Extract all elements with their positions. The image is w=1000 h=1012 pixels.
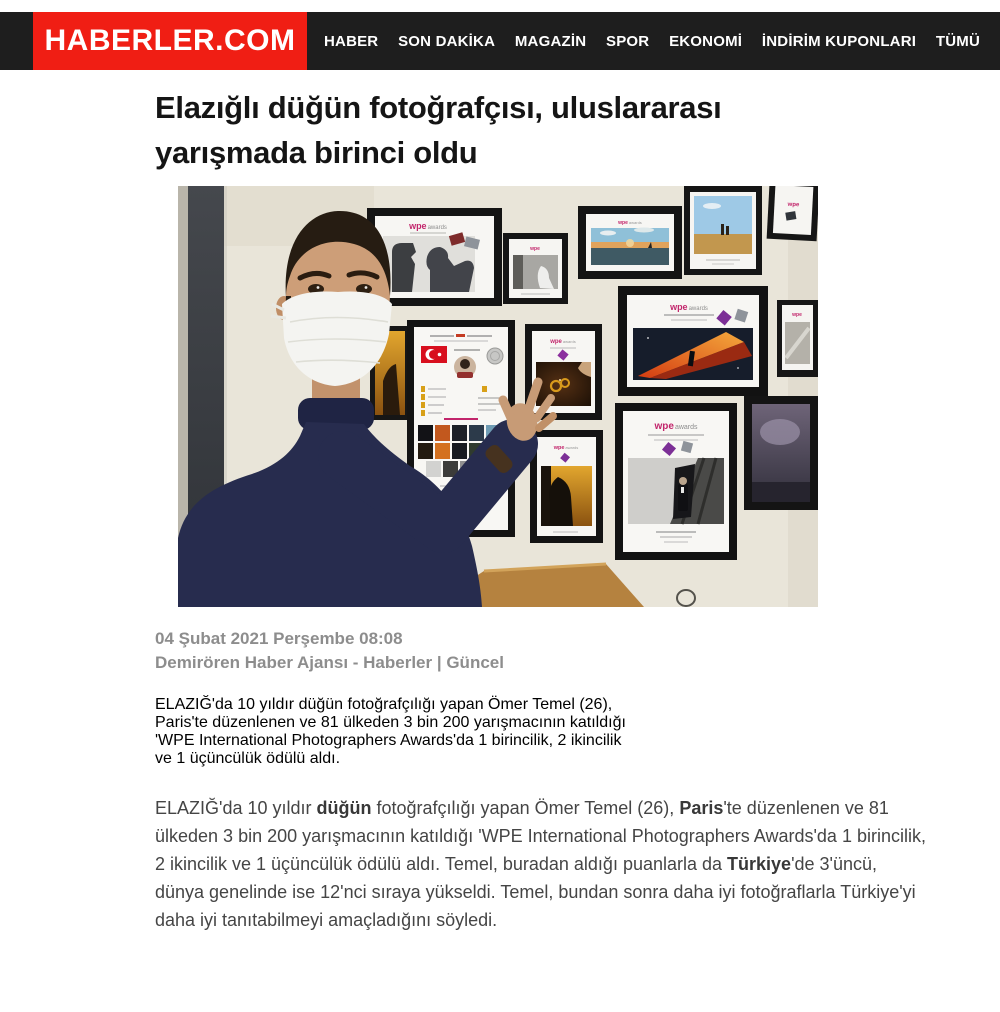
- top-navbar: [0, 12, 1000, 70]
- nav-item-son-dakika[interactable]: SON DAKİKA: [398, 32, 496, 50]
- article-date: 04 Şubat 2021 Perşembe 08:08: [155, 629, 403, 648]
- nav-item-indirim-kuponlari[interactable]: İNDİRİM KUPONLARI: [761, 32, 917, 50]
- nav-item-spor[interactable]: SPOR: [606, 32, 650, 50]
- frame-top-right-cert: [767, 186, 818, 241]
- frame-bride-cert: [503, 233, 568, 304]
- svg-text:wpeawards: wpeawards: [550, 339, 576, 345]
- svg-text:wpe: wpe: [792, 312, 802, 318]
- article-meta: [155, 627, 1000, 675]
- svg-text:wpeawards: wpeawards: [654, 421, 698, 432]
- nav-item-haber[interactable]: HABER: [324, 32, 379, 50]
- nav-item-ekonomi[interactable]: EKONOMİ: [669, 32, 743, 50]
- svg-text:wpeawards: wpeawards: [618, 220, 642, 226]
- frame-suit-cert: [615, 403, 737, 560]
- frame-orange-cert: [530, 430, 603, 543]
- body-segment: ELAZIĞ'da 10 yıldır: [155, 798, 317, 818]
- body-segment: 'te düzenlenen ve 81 ülkeden 3 bin 200 yarışmacının katıldığı 'WPE International Photographers Awards'da 1 birincilik, 2 ikincilik ve 1 üçüncülük ödülü aldı. Temel, buradan aldığı puanlarla da: [155, 798, 926, 874]
- frame-rings-cert: [525, 324, 602, 420]
- body-segment-bold: Paris: [679, 798, 724, 818]
- lead-line: ELAZIĞ'da 10 yıldır düğün fotoğrafçılığı yapan Ömer Temel (26),: [155, 696, 613, 713]
- svg-text:wpe: wpe: [530, 246, 540, 252]
- svg-text:wpeawards: wpeawards: [670, 302, 708, 312]
- article-photo: [178, 186, 818, 607]
- body-segment: 'de 3'üncü, dünya genelinde ise 12'nci sıraya yükseldi. Temel, bundan sonra daha iyi fotoğraflarla Türkiye'yi daha iyi tanıtabilmeyi amaçladığını söyledi.: [155, 854, 916, 930]
- article: [0, 85, 1000, 934]
- lead-line: 'WPE International Photographers Awards'da 1 birincilik, 2 ikincilik: [155, 732, 622, 749]
- article-headline: [155, 85, 1000, 175]
- frame-seascape-cert: [578, 206, 682, 279]
- headline-line: yarışmada birinci oldu: [155, 135, 478, 170]
- nav-item-tumu[interactable]: TÜMÜ: [935, 32, 980, 50]
- frame-beam-cert: [618, 286, 768, 396]
- nav-item-magazin[interactable]: MAGAZİN: [514, 32, 587, 50]
- svg-text:wpeawards: wpeawards: [409, 221, 447, 231]
- body-segment: fotoğrafçılığı yapan Ömer Temel (26),: [371, 798, 680, 818]
- article-body: [155, 794, 930, 934]
- frame-right-small-cert: [777, 300, 818, 377]
- body-segment-bold: düğün: [316, 798, 372, 818]
- headline-line: Elazığlı düğün fotoğrafçısı, uluslararası: [155, 90, 722, 125]
- lead-line: Paris'te düzenlenen ve 81 ülkeden 3 bin 200 yarışmacının katıldığı: [155, 714, 626, 731]
- nav-menu: [307, 12, 1000, 70]
- article-byline: Demirören Haber Ajansı - Haberler | Güncel: [155, 653, 504, 672]
- site-logo[interactable]: HABERLER.COM: [33, 12, 307, 70]
- frame-couple-field-cert: [684, 186, 762, 275]
- lead-line: ve 1 üçüncülük ödülü aldı.: [155, 750, 341, 767]
- frame-right-partial: [744, 396, 818, 510]
- svg-text:wpeawards: wpeawards: [553, 445, 579, 451]
- body-segment-bold: Türkiye: [727, 854, 792, 874]
- svg-text:wpe: wpe: [787, 201, 800, 209]
